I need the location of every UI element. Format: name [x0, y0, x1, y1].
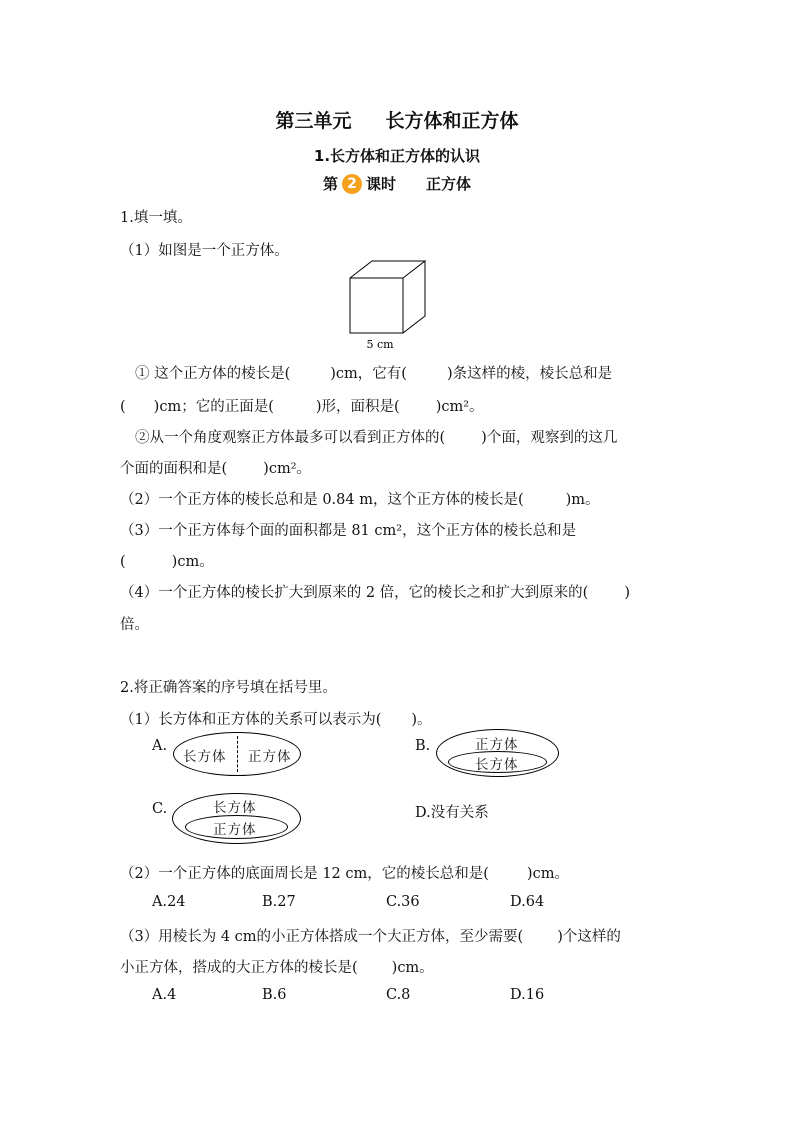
q2-sub3-option-a[interactable]: A.4 — [152, 987, 177, 1003]
period-suffix: 课时 — [365, 175, 396, 193]
option-b-outer-label: 正方体 — [475, 737, 519, 753]
q1-heading: 1.填一填。 — [120, 210, 192, 226]
option-a-cube-label: 正方体 — [248, 749, 292, 765]
q1-sub4-line2: 倍。 — [120, 617, 149, 633]
cube-side-face — [403, 261, 425, 333]
q2-sub2-option-d[interactable]: D.64 — [510, 894, 545, 910]
cube-figure — [340, 256, 435, 354]
q2-sub3-line1: （3）用棱长为 4 cm的小正方体搭成一个大正方体，至少需要( )个这样的 — [120, 929, 621, 945]
option-b-inner-oval — [448, 751, 547, 773]
q2-heading: 2.将正确答案的序号填在括号里。 — [120, 680, 337, 696]
q2-sub2-option-c[interactable]: C.36 — [386, 894, 420, 910]
dashed-divider — [237, 736, 238, 772]
option-c-diagram[interactable] — [172, 793, 301, 844]
option-a-label: A. — [152, 738, 168, 754]
q1-item2-line1: ②从一个角度观察正方体最多可以看到正方体的( )个面，观察到的这几 — [135, 430, 618, 446]
q2-sub2-option-a[interactable]: A.24 — [152, 894, 186, 910]
option-c-outer-label: 长方体 — [213, 800, 257, 816]
cube-top-face — [350, 261, 425, 278]
q2-sub2: （2）一个正方体的底面周长是 12 cm，它的棱长总和是( )cm。 — [120, 866, 569, 882]
option-b-label: B. — [415, 738, 431, 754]
option-c-inner-label: 正方体 — [213, 822, 257, 838]
unit-title — [0, 106, 794, 133]
cube-edge-label: 5 cm — [366, 338, 394, 351]
q1-item1-line2: ( )cm；它的正面是( )形，面积是( )cm²。 — [120, 399, 484, 415]
q1-sub1: （1）如图是一个正方体。 — [120, 243, 289, 259]
option-b-inner-label: 长方体 — [475, 757, 519, 773]
q1-sub3-line1: （3）一个正方体每个面的面积都是 81 cm²，这个正方体的棱长总和是 — [120, 523, 577, 539]
cube-front-face — [350, 278, 403, 333]
unit-title-name: 长方体和正方体 — [385, 110, 519, 132]
q2-sub2-option-b[interactable]: B.27 — [262, 894, 296, 910]
q1-sub3-line2: ( )cm。 — [120, 554, 214, 570]
option-a-diagram[interactable] — [173, 732, 301, 776]
period-prefix: 第 — [322, 175, 338, 193]
q2-sub3-option-d[interactable]: D.16 — [510, 987, 545, 1003]
option-a-cuboid-label: 长方体 — [183, 749, 227, 765]
option-b-diagram[interactable] — [436, 729, 559, 777]
unit-title-number: 第三单元 — [275, 110, 352, 132]
q1-item1-line1: ① 这个正方体的棱长是( )cm，它有( )条这样的棱，棱长总和是 — [135, 366, 613, 382]
period-title — [0, 173, 794, 194]
q1-item2-line2: 个面的面积和是( )cm²。 — [120, 461, 312, 477]
period-topic: 正方体 — [426, 175, 472, 193]
q2-sub3-line2: 小正方体，搭成的大正方体的棱长是( )cm。 — [120, 960, 434, 976]
option-c-label: C. — [152, 801, 168, 817]
option-d-label[interactable]: D.没有关系 — [415, 805, 489, 821]
period-number-badge: 2 — [342, 174, 362, 194]
q1-sub4-line1: （4）一个正方体的棱长扩大到原来的 2 倍，它的棱长之和扩大到原来的( ) — [120, 585, 630, 601]
q2-sub3-option-b[interactable]: B.6 — [262, 987, 287, 1003]
q2-sub1: （1）长方体和正方体的关系可以表示为( )。 — [120, 712, 432, 728]
lesson-title: 1.长方体和正方体的认识 — [313, 147, 481, 165]
q2-sub3-option-c[interactable]: C.8 — [386, 987, 411, 1003]
option-c-inner-oval — [185, 815, 288, 839]
q1-sub2: （2）一个正方体的棱长总和是 0.84 m，这个正方体的棱长是( )m。 — [120, 492, 600, 508]
